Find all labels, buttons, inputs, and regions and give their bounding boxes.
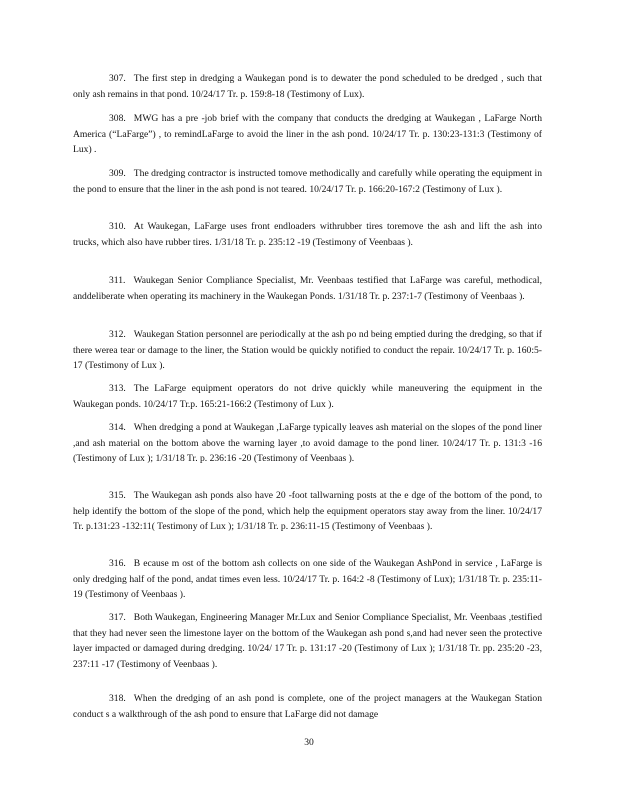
paragraph-number: 309. — [109, 168, 126, 179]
paragraph-text: Both Waukegan, Engineering Manager Mr.Lux and Senior Compliance Specialist, Mr. Veenbaas ,testified that they had never seen the limestone layer on the bottom of the Waukegan ash pond s,and had never seen the protective layer impacted or damaged during dredging. 10/24/ 17 Tr. p. 131:17 -20 (Testimony of Lux ); 1/31/18 Tr. pp. 235:20 -23, 237:11 -17 (Testimony of Veenbaas ). — [73, 612, 542, 671]
paragraph-number: 317. — [109, 612, 126, 623]
paragraph-text: At Waukegan, LaFarge uses front endloaders withrubber tires toremove the ash and lift the ash into trucks, which also have rubber tires. 1/31/18 Tr. p. 235:12 -19 (Testimony of Veenbaas ). — [73, 221, 542, 248]
paragraph-number: 312. — [109, 329, 126, 340]
paragraph-314 — [73, 420, 542, 467]
paragraph-308 — [73, 111, 542, 158]
paragraph-317 — [73, 610, 542, 673]
paragraph-309 — [73, 166, 542, 197]
paragraph-text: Waukegan Station personnel are periodically at the ash po nd being emptied during the dredging, so that if there werea tear or damage to the liner, the Station would be quickly notified to conduct the repair. 10/24/17 Tr. p. 160:5-17 (Testimony of Lux ). — [73, 329, 542, 372]
paragraph-312 — [73, 327, 542, 374]
paragraph-number: 318. — [109, 693, 126, 704]
paragraph-310 — [73, 219, 542, 250]
paragraph-number: 315. — [109, 490, 126, 501]
paragraph-text: The LaFarge equipment operators do not drive quickly while maneuvering the equipment in the Waukegan ponds. 10/24/17 Tr.p. 165:21-166:2 (Testimony of Lux ). — [73, 383, 542, 410]
paragraph-text: The dredging contractor is instructed tomove methodically and carefully while operating the equipment in the pond to ensure that the liner in the ash pond is not teared. 10/24/17 Tr. p. 166:20-167:2 (Testimony of Lux ). — [73, 168, 542, 195]
paragraph-number: 308. — [109, 113, 126, 124]
paragraph-number: 314. — [109, 422, 126, 433]
paragraph-text: B ecause m ost of the bottom ash collects on one side of the Waukegan AshPond in service , LaFarge is only dredging half of the pond, andat times even less. 10/24/17 Tr. p. 164:2 -8 (Testimony of Lux); 1/31/18 Tr. p. 235:11-19 (Testimony of Veenbaas ). — [73, 558, 542, 601]
paragraph-text: When dredging a pond at Waukegan ,LaFarge typically leaves ash material on the slopes of the pond liner ,and ash material on the bottom above the warning layer ,to avoid damage to the pond liner. 10/24/17 Tr. p. 131:3 -16 (Testimony of Lux ); 1/31/18 Tr. p. 236:16 -20 (Testimony of Veenbaas ). — [73, 422, 542, 465]
paragraph-text: Waukegan Senior Compliance Specialist, Mr. Veenbaas testified that LaFarge was careful, methodical, anddeliberate when operating its machinery in the Waukegan Ponds. 1/31/18 Tr. p. 237:1-7 (Testimony of Veenbaas ). — [73, 275, 542, 302]
paragraph-316 — [73, 556, 542, 603]
paragraph-307 — [73, 71, 542, 102]
paragraph-number: 310. — [109, 221, 126, 232]
paragraph-text: The Waukegan ash ponds also have 20 -foot tallwarning posts at the e dge of the bottom of the pond, to help identify the bottom of the slope of the pond, which help the equipment operators stay away from the liner. 10/24/17 Tr. p.131:23 -132:11( Testimony of Lux ); 1/31/18 Tr. p. 236:11-15 (Testimony of Veenbaas ). — [73, 490, 542, 533]
paragraph-number: 313. — [109, 383, 126, 394]
paragraph-text: When the dredging of an ash pond is complete, one of the project managers at the Waukegan Station conduct s a walkthrough of the ash pond to ensure that LaFarge did not damage — [73, 693, 542, 720]
paragraph-number: 316. — [109, 558, 126, 569]
paragraph-text: MWG has a pre -job brief with the company that conducts the dredging at Waukegan , LaFarge North America (“LaFarge”) , to remindLaFarge to avoid the liner in the ash pond. 10/24/17 Tr. p. 130:23-131:3 (Testimony of Lux) . — [73, 113, 542, 156]
paragraph-313 — [73, 381, 542, 412]
page-number: 30 — [304, 737, 314, 748]
paragraph-315 — [73, 488, 542, 535]
paragraph-number: 307. — [109, 73, 126, 84]
paragraph-311 — [73, 273, 542, 304]
paragraph-number: 311. — [109, 275, 126, 286]
paragraph-318 — [73, 691, 542, 722]
paragraph-text: The first step in dredging a Waukegan pond is to dewater the pond scheduled to be dredged , such that only ash remains in that pond. 10/24/17 Tr. p. 159:8-18 (Testimony of Lux). — [73, 73, 542, 100]
